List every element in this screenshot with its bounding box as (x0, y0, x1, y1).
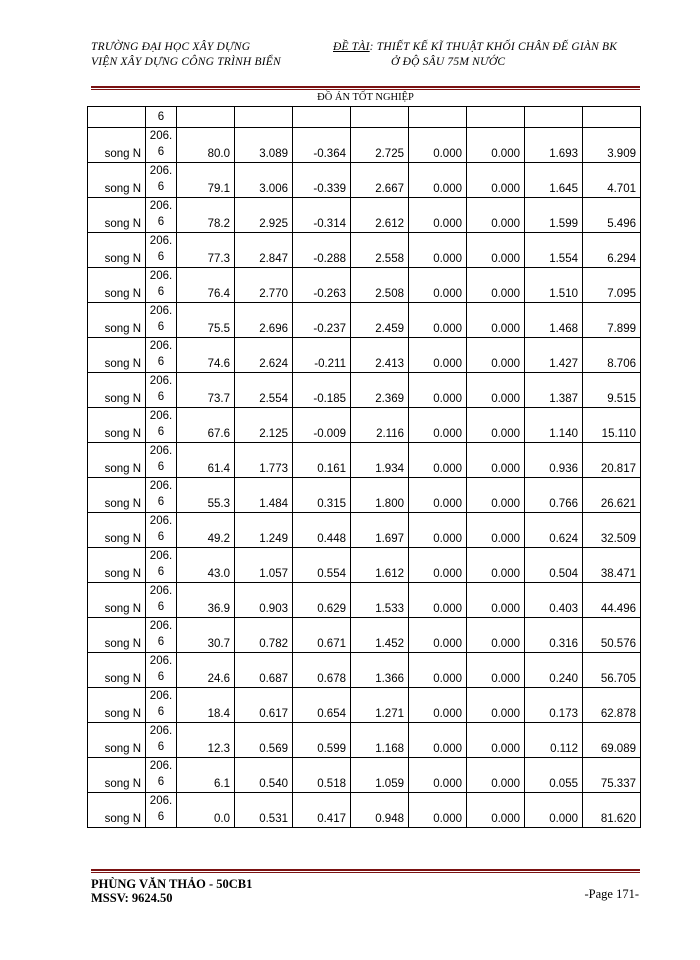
value-cell: 77.3 (177, 233, 235, 268)
value-cell: -0.288 (293, 233, 351, 268)
value-cell: 1.934 (351, 443, 409, 478)
value-cell: 2.459 (351, 303, 409, 338)
diameter-bottom: 6 (157, 811, 165, 823)
value-cell: 2.847 (235, 233, 293, 268)
diameter-bottom: 6 (157, 426, 165, 438)
value-cell: 44.496 (583, 583, 641, 618)
value-cell: 0.173 (525, 688, 583, 723)
diameter-cell (146, 198, 177, 233)
diameter-bottom: 6 (157, 636, 165, 648)
value-cell: 0.000 (467, 373, 525, 408)
value-cell: 2.558 (351, 233, 409, 268)
diameter-cell (146, 478, 177, 513)
diameter-bottom: 6 (157, 391, 165, 403)
value-cell: 67.6 (177, 408, 235, 443)
value-cell: 3.909 (583, 128, 641, 163)
value-cell: -0.339 (293, 163, 351, 198)
value-cell: 0.000 (409, 548, 467, 583)
table-row-fragment (88, 107, 641, 128)
value-cell: 1.168 (351, 723, 409, 758)
value-cell: 2.725 (351, 128, 409, 163)
diameter-bottom: 6 (157, 496, 165, 508)
row-label: song N (88, 128, 146, 163)
value-cell: 1.484 (235, 478, 293, 513)
diameter-bottom: 6 (157, 286, 165, 298)
value-cell: 0.531 (235, 793, 293, 828)
value-cell: 0.000 (409, 513, 467, 548)
value-cell: 43.0 (177, 548, 235, 583)
value-cell: 20.817 (583, 443, 641, 478)
value-cell: 26.621 (583, 478, 641, 513)
data-table (87, 106, 641, 828)
value-cell: 0.000 (467, 653, 525, 688)
diameter-top: 206. (149, 340, 173, 352)
value-cell: 0.417 (293, 793, 351, 828)
diameter-top: 206. (149, 165, 173, 177)
value-cell: -0.211 (293, 338, 351, 373)
diameter-bottom: 6 (157, 706, 165, 718)
diameter-cell (146, 723, 177, 758)
value-cell: 1.599 (525, 198, 583, 233)
value-cell: 0.000 (409, 583, 467, 618)
value-cell: 1.645 (525, 163, 583, 198)
row-label: song N (88, 618, 146, 653)
diameter-top: 206. (149, 620, 173, 632)
value-cell: 1.693 (525, 128, 583, 163)
value-cell: 1.510 (525, 268, 583, 303)
value-cell: 0.315 (293, 478, 351, 513)
value-cell: 0.448 (293, 513, 351, 548)
value-cell: 12.3 (177, 723, 235, 758)
row-label: song N (88, 198, 146, 233)
value-cell: 1.140 (525, 408, 583, 443)
value-cell: 2.925 (235, 198, 293, 233)
table-row (88, 723, 641, 758)
diameter-bottom: 6 (157, 146, 165, 158)
diameter-top: 206. (149, 760, 173, 772)
table-cell: 6 (146, 107, 177, 128)
footer-rule-thin (91, 872, 640, 873)
value-cell: 0.000 (467, 688, 525, 723)
value-cell: 1.366 (351, 653, 409, 688)
value-cell: 0.161 (293, 443, 351, 478)
diameter-bottom: 6 (157, 776, 165, 788)
diameter-bottom: 6 (157, 461, 165, 473)
diameter-top: 206. (149, 690, 173, 702)
topic-title: : THIẾT KẾ KĨ THUẬT KHỐI CHÂN ĐẾ GIÀN BK (369, 41, 618, 53)
diameter-bottom: 6 (157, 671, 165, 683)
row-label: song N (88, 793, 146, 828)
table-row (88, 198, 641, 233)
table-row (88, 303, 641, 338)
value-cell: 1.697 (351, 513, 409, 548)
value-cell: 0.000 (409, 688, 467, 723)
value-cell: 5.496 (583, 198, 641, 233)
diameter-bottom: 6 (157, 181, 165, 193)
row-label: song N (88, 268, 146, 303)
table-row (88, 338, 641, 373)
value-cell: 0.000 (467, 513, 525, 548)
diameter-top: 206. (149, 200, 173, 212)
header-rule-thin (91, 89, 640, 90)
value-cell: -0.185 (293, 373, 351, 408)
value-cell: 32.509 (583, 513, 641, 548)
table-cell (235, 107, 293, 128)
value-cell: 0.000 (409, 198, 467, 233)
diameter-cell (146, 548, 177, 583)
table-row (88, 548, 641, 583)
table-cell (525, 107, 583, 128)
value-cell: 0.678 (293, 653, 351, 688)
value-cell: 0.000 (467, 618, 525, 653)
diameter-cell (146, 653, 177, 688)
value-cell: 1.773 (235, 443, 293, 478)
diameter-cell (146, 268, 177, 303)
diameter-cell (146, 688, 177, 723)
table-row (88, 478, 641, 513)
value-cell: 0.000 (409, 443, 467, 478)
value-cell: 0.403 (525, 583, 583, 618)
value-cell: 18.4 (177, 688, 235, 723)
value-cell: 0.948 (351, 793, 409, 828)
value-cell: 1.612 (351, 548, 409, 583)
value-cell: 0.782 (235, 618, 293, 653)
value-cell: 1.554 (525, 233, 583, 268)
value-cell: 78.2 (177, 198, 235, 233)
table-row (88, 758, 641, 793)
value-cell: -0.314 (293, 198, 351, 233)
value-cell: 0.000 (409, 268, 467, 303)
topic-label: ĐỀ TÀI (333, 41, 370, 53)
value-cell: 36.9 (177, 583, 235, 618)
diameter-bottom: 6 (157, 741, 165, 753)
author-name: PHÙNG VĂN THẢO - 50CB1 (91, 877, 253, 891)
table-row (88, 793, 641, 828)
value-cell: 0.599 (293, 723, 351, 758)
value-cell: 0.000 (409, 128, 467, 163)
diameter-cell (146, 443, 177, 478)
value-cell: 75.337 (583, 758, 641, 793)
value-cell: 0.624 (525, 513, 583, 548)
value-cell: 30.7 (177, 618, 235, 653)
value-cell: 0.000 (525, 793, 583, 828)
value-cell: 0.055 (525, 758, 583, 793)
value-cell: 6.1 (177, 758, 235, 793)
table-cell (467, 107, 525, 128)
diameter-cell (146, 233, 177, 268)
value-cell: 0.000 (409, 478, 467, 513)
value-cell: 0.504 (525, 548, 583, 583)
value-cell: 73.7 (177, 373, 235, 408)
diameter-top: 206. (149, 795, 173, 807)
value-cell: 81.620 (583, 793, 641, 828)
value-cell: 24.6 (177, 653, 235, 688)
value-cell: 0.617 (235, 688, 293, 723)
value-cell: 0.687 (235, 653, 293, 688)
student-id: MSSV: 9624.50 (91, 891, 173, 905)
diameter-top: 206. (149, 725, 173, 737)
value-cell: 1.271 (351, 688, 409, 723)
value-cell: 2.116 (351, 408, 409, 443)
table-row (88, 373, 641, 408)
table-row (88, 583, 641, 618)
diameter-top: 206. (149, 130, 173, 142)
value-cell: 2.667 (351, 163, 409, 198)
value-cell: 2.770 (235, 268, 293, 303)
diameter-cell (146, 408, 177, 443)
table-cell (293, 107, 351, 128)
value-cell: 1.427 (525, 338, 583, 373)
value-cell: 0.000 (409, 758, 467, 793)
value-cell: 1.249 (235, 513, 293, 548)
value-cell: 0.629 (293, 583, 351, 618)
value-cell: 0.000 (409, 723, 467, 758)
row-label: song N (88, 373, 146, 408)
diameter-cell (146, 583, 177, 618)
table-cell (409, 107, 467, 128)
diameter-top: 206. (149, 550, 173, 562)
diameter-bottom: 6 (157, 321, 165, 333)
table-cell (177, 107, 235, 128)
value-cell: 0.000 (467, 163, 525, 198)
value-cell: 0.000 (467, 478, 525, 513)
institute-name: VIỆN XÂY DỰNG CÔNG TRÌNH BIỂN (91, 56, 281, 68)
diameter-bottom: 6 (157, 566, 165, 578)
diameter-bottom: 6 (157, 251, 165, 263)
table-row (88, 688, 641, 723)
value-cell: 6.294 (583, 233, 641, 268)
row-label: song N (88, 338, 146, 373)
row-label: song N (88, 233, 146, 268)
value-cell: 0.000 (467, 128, 525, 163)
value-cell: 0.000 (409, 373, 467, 408)
value-cell: 2.612 (351, 198, 409, 233)
value-cell: 2.696 (235, 303, 293, 338)
value-cell: -0.364 (293, 128, 351, 163)
row-label: song N (88, 478, 146, 513)
value-cell: 80.0 (177, 128, 235, 163)
diameter-cell (146, 513, 177, 548)
value-cell: 61.4 (177, 443, 235, 478)
value-cell: 0.112 (525, 723, 583, 758)
diameter-top: 206. (149, 305, 173, 317)
diameter-top: 206. (149, 270, 173, 282)
header-right (333, 40, 663, 70)
value-cell: 0.518 (293, 758, 351, 793)
value-cell: 8.706 (583, 338, 641, 373)
table-row (88, 653, 641, 688)
value-cell: 74.6 (177, 338, 235, 373)
table-cell (88, 107, 146, 128)
diameter-top: 206. (149, 480, 173, 492)
value-cell: 62.878 (583, 688, 641, 723)
page-subtitle: ĐỒ ÁN TỐT NGHIỆP (317, 92, 414, 103)
value-cell: 7.095 (583, 268, 641, 303)
diameter-bottom: 6 (157, 531, 165, 543)
value-cell: 0.000 (467, 338, 525, 373)
diameter-top: 206. (149, 515, 173, 527)
value-cell: 0.000 (409, 653, 467, 688)
value-cell: 38.471 (583, 548, 641, 583)
value-cell: 2.369 (351, 373, 409, 408)
table-cell (583, 107, 641, 128)
value-cell: 0.000 (409, 618, 467, 653)
value-cell: 0.000 (467, 233, 525, 268)
value-cell: 0.000 (467, 443, 525, 478)
diameter-cell (146, 163, 177, 198)
page-number: -Page 171- (584, 887, 639, 901)
table-row (88, 163, 641, 198)
header-rule (91, 86, 640, 88)
value-cell: 2.508 (351, 268, 409, 303)
diameter-top: 206. (149, 585, 173, 597)
table-row (88, 408, 641, 443)
value-cell: 0.000 (467, 408, 525, 443)
value-cell: 0.000 (467, 723, 525, 758)
value-cell: 7.899 (583, 303, 641, 338)
value-cell: 1.452 (351, 618, 409, 653)
value-cell: 3.089 (235, 128, 293, 163)
value-cell: 1.387 (525, 373, 583, 408)
row-label: song N (88, 723, 146, 758)
header-left (91, 40, 331, 70)
value-cell: 0.000 (467, 758, 525, 793)
diameter-top: 206. (149, 445, 173, 457)
value-cell: 1.800 (351, 478, 409, 513)
row-label: song N (88, 408, 146, 443)
diameter-cell (146, 758, 177, 793)
school-name: TRƯỜNG ĐẠI HỌC XÂY DỰNG (91, 41, 251, 53)
footer-rule (91, 869, 640, 871)
value-cell: 3.006 (235, 163, 293, 198)
row-label: song N (88, 653, 146, 688)
value-cell: 2.624 (235, 338, 293, 373)
diameter-top: 206. (149, 410, 173, 422)
diameter-cell (146, 338, 177, 373)
diameter-bottom: 6 (157, 356, 165, 368)
value-cell: -0.263 (293, 268, 351, 303)
diameter-cell (146, 303, 177, 338)
value-cell: 76.4 (177, 268, 235, 303)
value-cell: 75.5 (177, 303, 235, 338)
value-cell: 56.705 (583, 653, 641, 688)
value-cell: 49.2 (177, 513, 235, 548)
diameter-cell (146, 793, 177, 828)
table-row (88, 443, 641, 478)
row-label: song N (88, 163, 146, 198)
table-row (88, 618, 641, 653)
diameter-bottom: 6 (157, 216, 165, 228)
value-cell: 15.110 (583, 408, 641, 443)
row-label: song N (88, 303, 146, 338)
diameter-top: 206. (149, 235, 173, 247)
value-cell: 0.903 (235, 583, 293, 618)
value-cell: 0.000 (467, 303, 525, 338)
diameter-cell (146, 373, 177, 408)
table-row (88, 513, 641, 548)
value-cell: 0.240 (525, 653, 583, 688)
value-cell: 55.3 (177, 478, 235, 513)
value-cell: 0.540 (235, 758, 293, 793)
value-cell: 1.533 (351, 583, 409, 618)
value-cell: 1.059 (351, 758, 409, 793)
value-cell: 69.089 (583, 723, 641, 758)
value-cell: 1.468 (525, 303, 583, 338)
row-label: song N (88, 513, 146, 548)
table-row (88, 233, 641, 268)
value-cell: 0.000 (409, 793, 467, 828)
value-cell: 0.554 (293, 548, 351, 583)
row-label: song N (88, 548, 146, 583)
value-cell: 50.576 (583, 618, 641, 653)
diameter-cell (146, 618, 177, 653)
value-cell: 1.057 (235, 548, 293, 583)
value-cell: 79.1 (177, 163, 235, 198)
value-cell: 9.515 (583, 373, 641, 408)
value-cell: 0.000 (467, 268, 525, 303)
table-cell (351, 107, 409, 128)
topic-depth: Ở ĐỘ SÂU 75M NƯỚC (391, 56, 506, 68)
value-cell: 2.554 (235, 373, 293, 408)
value-cell: 0.569 (235, 723, 293, 758)
value-cell: 0.000 (409, 303, 467, 338)
value-cell: 0.654 (293, 688, 351, 723)
diameter-cell (146, 128, 177, 163)
value-cell: 0.000 (467, 583, 525, 618)
value-cell: 0.936 (525, 443, 583, 478)
value-cell: 0.000 (467, 548, 525, 583)
value-cell: 0.671 (293, 618, 351, 653)
diameter-top: 206. (149, 655, 173, 667)
value-cell: 0.0 (177, 793, 235, 828)
diameter-bottom: 6 (157, 601, 165, 613)
value-cell: 0.000 (409, 408, 467, 443)
row-label: song N (88, 758, 146, 793)
value-cell: 0.000 (409, 163, 467, 198)
row-label: song N (88, 688, 146, 723)
value-cell: 0.000 (409, 233, 467, 268)
value-cell: 0.000 (467, 793, 525, 828)
value-cell: 2.413 (351, 338, 409, 373)
value-cell: 0.000 (409, 338, 467, 373)
value-cell: -0.009 (293, 408, 351, 443)
table-row (88, 128, 641, 163)
table-row (88, 268, 641, 303)
row-label: song N (88, 583, 146, 618)
diameter-top: 206. (149, 375, 173, 387)
value-cell: 4.701 (583, 163, 641, 198)
value-cell: -0.237 (293, 303, 351, 338)
value-cell: 2.125 (235, 408, 293, 443)
value-cell: 0.316 (525, 618, 583, 653)
value-cell: 0.000 (467, 198, 525, 233)
value-cell: 0.766 (525, 478, 583, 513)
row-label: song N (88, 443, 146, 478)
